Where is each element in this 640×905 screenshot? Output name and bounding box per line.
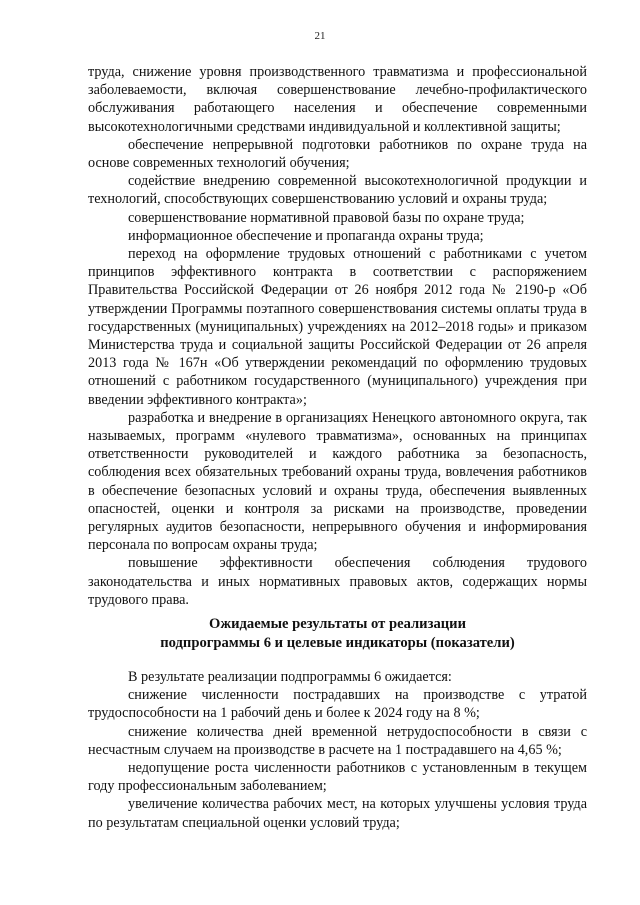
result-paragraph: В результате реализации подпрограммы 6 ожидается:: [128, 669, 452, 685]
paragraph: переход на оформление трудовых отношений с работниками с учетом принципов эффективного контракта в соответствии с распоряжением Правительства Российской Федерации от 26 ноября 2012 года № 2190-р «Об утверждении Программы поэтапного совершенствования системы оплаты труда в государственных (муниципальных) учреждениях на 2012–2018 годы» и приказом Министерства труда и социальной защиты Российской Федерации от 26 апреля 2013 года № 167н «Об утверждении рекомендаций по оформлению трудовых отношений с работником государственного (муниципального) учреждения при введении эффективного контракта»;: [88, 246, 587, 408]
result-paragraph: недопущение роста численности работников с установленным в текущем году профессиональным заболеванием;: [88, 760, 587, 795]
page-number: 21: [314, 30, 326, 42]
result-paragraph: увеличение количества рабочих мест, на которых улучшены условия труда по результатам специальной оценки условий труда;: [88, 796, 587, 831]
paragraph: разработка и внедрение в организациях Ненецкого автономного округа, так называемых, программ «нулевого травматизма», основанных на принципах ответственности руководителей и каждого работника за безопасность, соблюдения всех обязательных требований охраны труда, вовлечения работников в обеспечение безопасных условий и охраны труда, обеспечения выявленных опасностей, оценки и контроля за рисками на производстве, проведении регулярных аудитов безопасности, непрерывного обучения и информирования персонала по вопросам охраны труда;: [88, 409, 587, 554]
paragraph: труда, снижение уровня производственного травматизма и профессиональной заболеваемости, включая совершенствование лечебно-профилактического обслуживания работающего населения и обеспечение современными высокотехнологичными средствами индивидуальной и коллективной защиты;: [88, 64, 587, 135]
paragraph: содействие внедрению современной высокотехнологичной продукции и технологий, способствующих совершенствованию условий и охраны труда;: [88, 173, 587, 208]
paragraph: повышение эффективности обеспечения соблюдения трудового законодательства и иных нормативных правовых актов, содержащих нормы трудового права.: [88, 555, 587, 608]
heading-line-1: Ожидаемые результаты от реализации: [209, 616, 466, 632]
result-paragraph: снижение количества дней временной нетрудоспособности в связи с несчастным случаем на производстве в расчете на 1 пострадавшего на 4,65 %;: [88, 723, 587, 758]
result-paragraph: снижение численности пострадавших на производстве с утратой трудоспособности на 1 рабочий день и более к 2024 году на 8 %;: [88, 687, 587, 722]
paragraph: информационное обеспечение и пропаганда охраны труда;: [128, 227, 484, 244]
body-text: [88, 63, 587, 609]
paragraph: обеспечение непрерывной подготовки работников по охране труда на основе современных технологий обучения;: [88, 136, 587, 172]
section-heading: [88, 615, 587, 652]
heading-line-2: подпрограммы 6 и целевые индикаторы (показатели): [160, 634, 515, 651]
paragraph: совершенствование нормативной правовой базы по охране труда;: [128, 209, 525, 226]
results-text: [88, 668, 587, 832]
